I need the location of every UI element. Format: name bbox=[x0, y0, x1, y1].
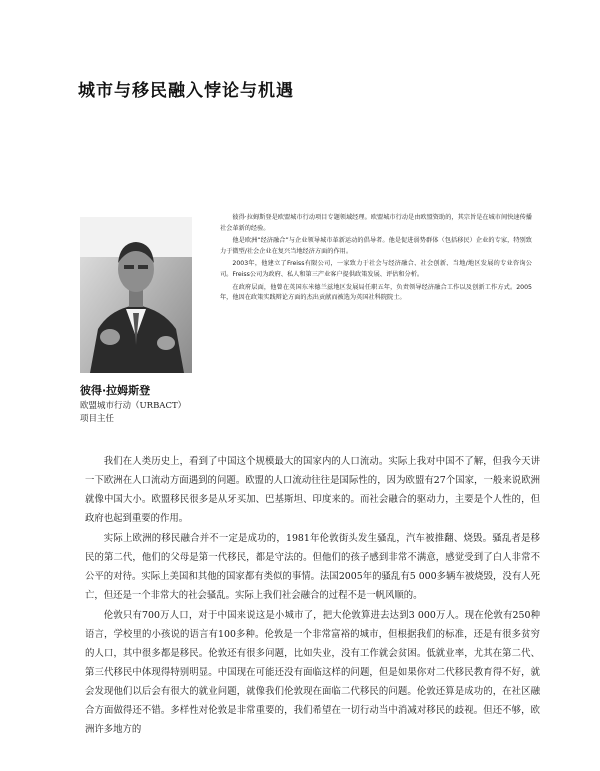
body-paragraph: 伦敦只有700万人口，对于中国来说这是小城市了，把大伦敦算进去达到3 000万人。现在伦敦有250种语言，学校里的小孩说的语言有100多种。伦敦是一个非常富裕的城市，但根据我们的标准，还是有很多贫穷的人口，其中很多都是移民。伦敦还有很多问题，比如失业，没有工作就会贫困。低就业率，尤其在第二代、第三代移民中体现得特别明显。中国现在可能还没有面临这样的问题，但是如果你对二代移民教育得不好，就会发现他们以后会有很大的就业问题，就像我们伦敦现在面临二代移民的问题。伦敦还算是成功的，在社区融合方面做得还不错。多样性对伦敦是非常重要的，我们希望在一切行动当中消减对移民的歧视。但还不够，欧洲许多地方的 bbox=[85, 610, 540, 735]
author-position: 项目主任 bbox=[80, 414, 115, 424]
bio-paragraph: 在政府层面，他曾在英国东米德兰兹地区发展局任职五年，负责领导经济融合工作以及创新工作方式。2005年，他因在政策实践辩论方面的杰出贡献而被选为英国社科院院士。 bbox=[220, 283, 532, 302]
bio-paragraph: 2003年，他建立了Freiss有限公司，一家致力于社会与经济融合、社会创新、当地/地区发展的专业咨询公司。Freiss公司为政府、私人和第三产业客户提供政策发展、评估和分析。 bbox=[220, 260, 532, 278]
page-title: 城市与移民融入悖论与机遇 bbox=[78, 81, 294, 101]
author-photo bbox=[80, 217, 192, 373]
bio-paragraph: 彼得·拉姆斯登是欧盟城市行动项目专题领域经理。欧盟城市行动是由欧盟资助的，其宗旨是在城市间快速传播社会革新的经验。 bbox=[220, 214, 532, 232]
body-paragraph: 我们在人类历史上，看到了中国这个规模最大的国家内的人口流动。实际上我对中国不了解，但我今天讲一下欧洲在人口流动方面遇到的问题。欧盟的人口流动往往是国际性的，因为欧盟有27个国家，一般来说欧洲就像中国大小。欧盟移民很多是从牙买加、巴基斯坦、印度来的。而社会融合的驱动力，主要是个人性的，但政府也起到重要的作用。 bbox=[85, 456, 540, 524]
bio-paragraph: 他是欧洲“经济融合”与企业领导城市革新运动的倡导者。他是促进弱势群体（包括移民）企业的专家，特别致力于微型/社会企业在复兴当地经济方面的作用。 bbox=[220, 237, 532, 255]
author-affiliation bbox=[80, 400, 186, 426]
article-body bbox=[85, 452, 540, 740]
author-organization: 欧盟城市行动（URBACT） bbox=[80, 401, 187, 411]
body-paragraph: 实际上欧洲的移民融合并不一定是成功的，1981年伦敦街头发生骚乱，汽车被推翻、烧毁。骚乱者是移民的第二代，他们的父母是第一代移民，都是守法的。但他们的孩子感到非常不满意，感觉受到了白人非常不公平的对待。实际上美国和其他的国家都有类似的事情。法国2005年的骚乱有5 000多辆车被烧毁，没有人死亡，但还是一个非常大的社会骚乱。实际上我们社会融合的过程不是一帆风顺的。 bbox=[85, 533, 540, 601]
author-bio bbox=[220, 213, 532, 306]
author-name: 彼得·拉姆斯登 bbox=[80, 384, 151, 397]
